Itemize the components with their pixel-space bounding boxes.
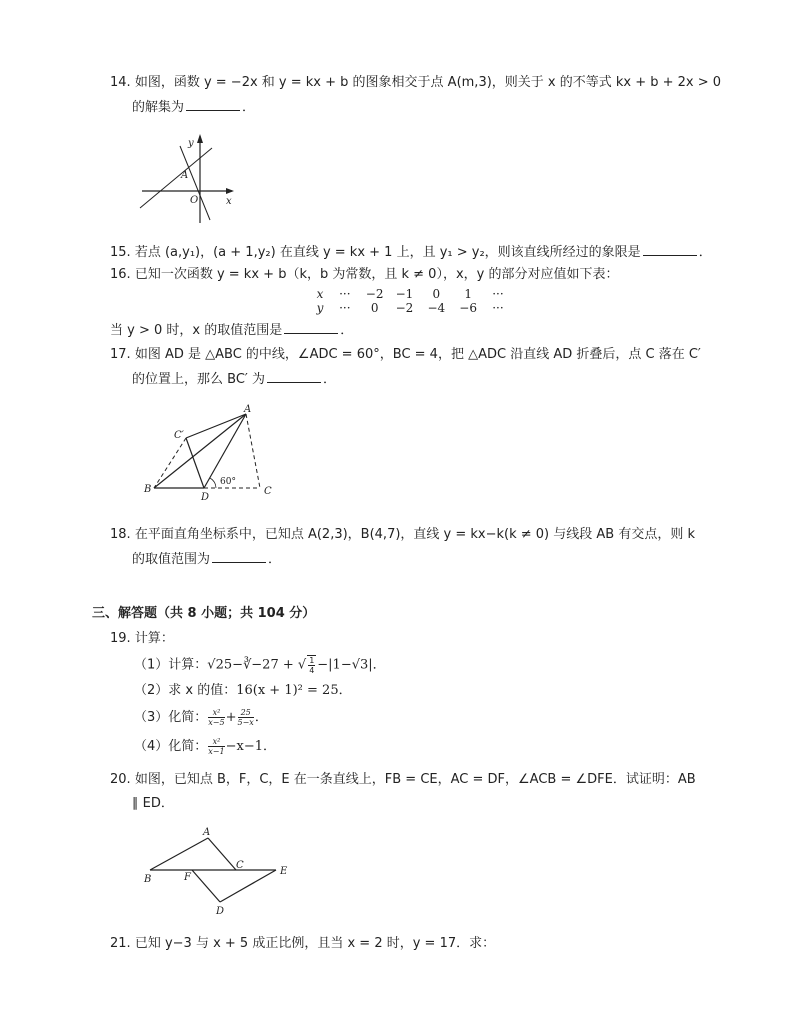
q16-y-cell: ···	[492, 301, 504, 315]
q20-label-d: D	[216, 906, 225, 917]
q16-y-cell: ···	[339, 301, 351, 315]
q18-text: 在平面直角坐标系中，已知点 A(2,3)，B(4,7)，直线 y = kx−k(k ≠ 0) 与线段 AB 有交点，则 k	[134, 527, 696, 542]
q21-number: 21.	[110, 936, 131, 951]
q20-label-c: C	[236, 860, 244, 871]
q16-y-label: y	[316, 301, 324, 315]
q17-segment-bc-prime	[154, 438, 186, 488]
q16-text: 已知一次函数 y = kx + b（k，b 为常数，且 k ≠ 0），x，y 的部分对应值如下表：	[134, 267, 619, 282]
q18-line1	[110, 526, 695, 544]
q16-x-cell: 0	[432, 287, 441, 301]
q16-line	[110, 266, 618, 284]
q20-segment-de	[220, 870, 276, 902]
q20-label-e: E	[280, 866, 288, 877]
q19-part1: （1）计算：√25−∛−27 + √ $\frac{1}{4}$ −|1−√3|．	[134, 656, 386, 675]
q17-angle-arc	[210, 478, 216, 488]
q20-segment-fd	[192, 870, 220, 902]
q14-end: ．	[242, 100, 256, 115]
q19-part1-cbrt: −∛−27 +	[232, 657, 298, 673]
q16-y-cell: −6	[459, 301, 477, 315]
q19-part4	[134, 737, 276, 756]
q17-answer-blank	[267, 370, 321, 383]
q17-angle-label: 60°	[220, 477, 236, 487]
q19-part4-frac	[208, 737, 224, 756]
q19-part2-label: （2）求 x 的值：	[134, 683, 237, 698]
q19-part3-frac2	[238, 708, 254, 727]
q16-y-cell: 0	[370, 301, 379, 315]
q16-answer-blank	[284, 321, 338, 334]
q19-part4-frac-num: x²	[208, 737, 224, 747]
q17-label-b: B	[144, 484, 152, 495]
q21-line	[110, 935, 495, 953]
q20-segment-ba	[150, 838, 208, 870]
q17-number: 17.	[110, 347, 131, 362]
q15-number: 15.	[110, 245, 131, 260]
q19-part1-frac-num: 1	[309, 656, 315, 665]
q14-answer-prompt: 的解集为	[132, 100, 185, 115]
q14-label-y: y	[188, 138, 194, 149]
q14-line1	[110, 74, 721, 92]
q18-answer-blank	[212, 550, 266, 563]
q19-title: 计算：	[134, 631, 174, 646]
q19-part3-frac1-den: x−5	[208, 718, 225, 727]
q19-part1-sqrt25: √25	[207, 657, 233, 673]
q20-label-a: A	[203, 827, 211, 838]
q19-part3-frac1-num: x²	[208, 708, 224, 718]
q19-part1-label: （1）计算：	[134, 657, 208, 673]
q18-end: ．	[268, 552, 282, 567]
q16-x-label: x	[316, 287, 324, 301]
q16-x-cell: −2	[365, 287, 384, 301]
q19-part4-rest: −x−1．	[225, 739, 276, 754]
q19-part3-plus: +	[225, 710, 237, 725]
q20-text-cont: ∥ ED．	[132, 796, 174, 811]
q17-answer-prompt: 的位置上，那么 BC′ 为	[132, 372, 265, 387]
q17-end: ．	[322, 372, 336, 387]
q14-text: 如图，函数 y = −2x 和 y = kx + b 的图象相交于点 A(m,3)，则关于 x 的不等式 kx + b + 2x > 0	[134, 75, 722, 90]
q16-y-cell: −2	[395, 301, 414, 315]
q14-line2	[132, 98, 255, 117]
q18-line2	[132, 550, 281, 569]
q20-line2	[132, 795, 174, 813]
q19-part4-frac-den: x−1	[208, 747, 225, 756]
q17-segment-dc-prime	[186, 438, 204, 488]
q14-graph	[136, 128, 240, 228]
q15-end: ．	[698, 245, 712, 260]
q16-cond-line	[110, 321, 353, 340]
q16-table-x-row	[312, 287, 511, 301]
q19-part2	[134, 682, 352, 700]
q20-figure	[140, 824, 300, 920]
q17-segment-ac	[246, 414, 260, 488]
q20-label-b: B	[144, 874, 152, 885]
q19-part3-label: （3）化简：	[134, 710, 208, 725]
q19-part2-expr: 16(x + 1)² = 25．	[236, 683, 352, 698]
q20-line1	[110, 771, 696, 789]
q19-part3-frac2-den: 5−x	[237, 718, 254, 727]
q16-y-cell: −4	[427, 301, 446, 315]
q14-answer-blank	[186, 98, 240, 111]
q14-x-arrow-icon	[226, 188, 234, 194]
q20-number: 20.	[110, 772, 131, 787]
q16-table-y-row	[312, 301, 511, 315]
q19-part3-frac1	[208, 708, 224, 727]
q14-label-x: x	[226, 196, 232, 207]
q19-part3-frac2-num: 25	[238, 708, 254, 718]
q16-x-cell: ···	[339, 287, 351, 301]
q17-text: 如图 AD 是 △ABC 的中线，∠ADC = 60°，BC = 4，把 △ADC 沿直线 AD 折叠后，点 C 落在 C′	[134, 347, 701, 362]
q14-label-a: A	[181, 170, 189, 181]
section-3-title: 三、解答题（共 8 小题；共 104 分）	[92, 606, 316, 621]
q16-x-cell: 1	[464, 287, 472, 301]
q20-segment-ac	[208, 838, 236, 870]
q21-text: 已知 y−3 与 x + 5 成正比例，且当 x = 2 时，y = 17．求：	[134, 936, 496, 951]
q19-part1-frac-den: 4	[309, 666, 315, 675]
q15-text: 若点 (a,y₁)，(a + 1,y₂) 在直线 y = kx + 1 上，且 y₁ > y₂，则该直线所经过的象限是	[134, 245, 641, 260]
q17-label-c-prime: C′	[174, 430, 184, 441]
q16-number: 16.	[110, 267, 131, 282]
q18-answer-prompt: 的取值范围为	[132, 552, 211, 567]
q17-label-d: D	[201, 492, 210, 503]
q20-text: 如图，已知点 B，F，C，E 在一条直线上，FB = CE，AC = DF，∠ACB = ∠DFE．试证明：AB	[134, 772, 696, 787]
q19-number: 19.	[110, 631, 131, 646]
q20-label-f: F	[184, 872, 191, 883]
q17-line1	[110, 346, 701, 364]
q16-x-cell: ···	[492, 287, 504, 301]
q14-number: 14.	[110, 75, 131, 90]
q19-part4-label: （4）化简：	[134, 739, 208, 754]
q17-segment-ac-prime	[186, 414, 246, 438]
q19-part3-end: ．	[254, 710, 268, 725]
q14-label-o: O	[190, 195, 199, 206]
q19-part1-frac	[307, 655, 316, 675]
q18-number: 18.	[110, 527, 131, 542]
q19-part1-abs: −|1−√3|．	[317, 657, 386, 673]
q16-x-cell: −1	[395, 287, 414, 301]
q16-cond: 当 y > 0 时，x 的取值范围是	[110, 323, 283, 338]
q19-line	[110, 630, 174, 648]
q19-part3	[134, 708, 268, 727]
q14-y-arrow-icon	[197, 134, 203, 143]
q17-label-a: A	[244, 404, 252, 415]
q15-line	[110, 243, 712, 262]
q17-line2	[132, 370, 336, 389]
q15-answer-blank	[643, 243, 697, 256]
q16-end: ．	[340, 323, 354, 338]
q17-label-c: C	[264, 486, 272, 497]
q14-line-minus-2x	[180, 146, 210, 220]
q17-figure	[140, 398, 280, 504]
